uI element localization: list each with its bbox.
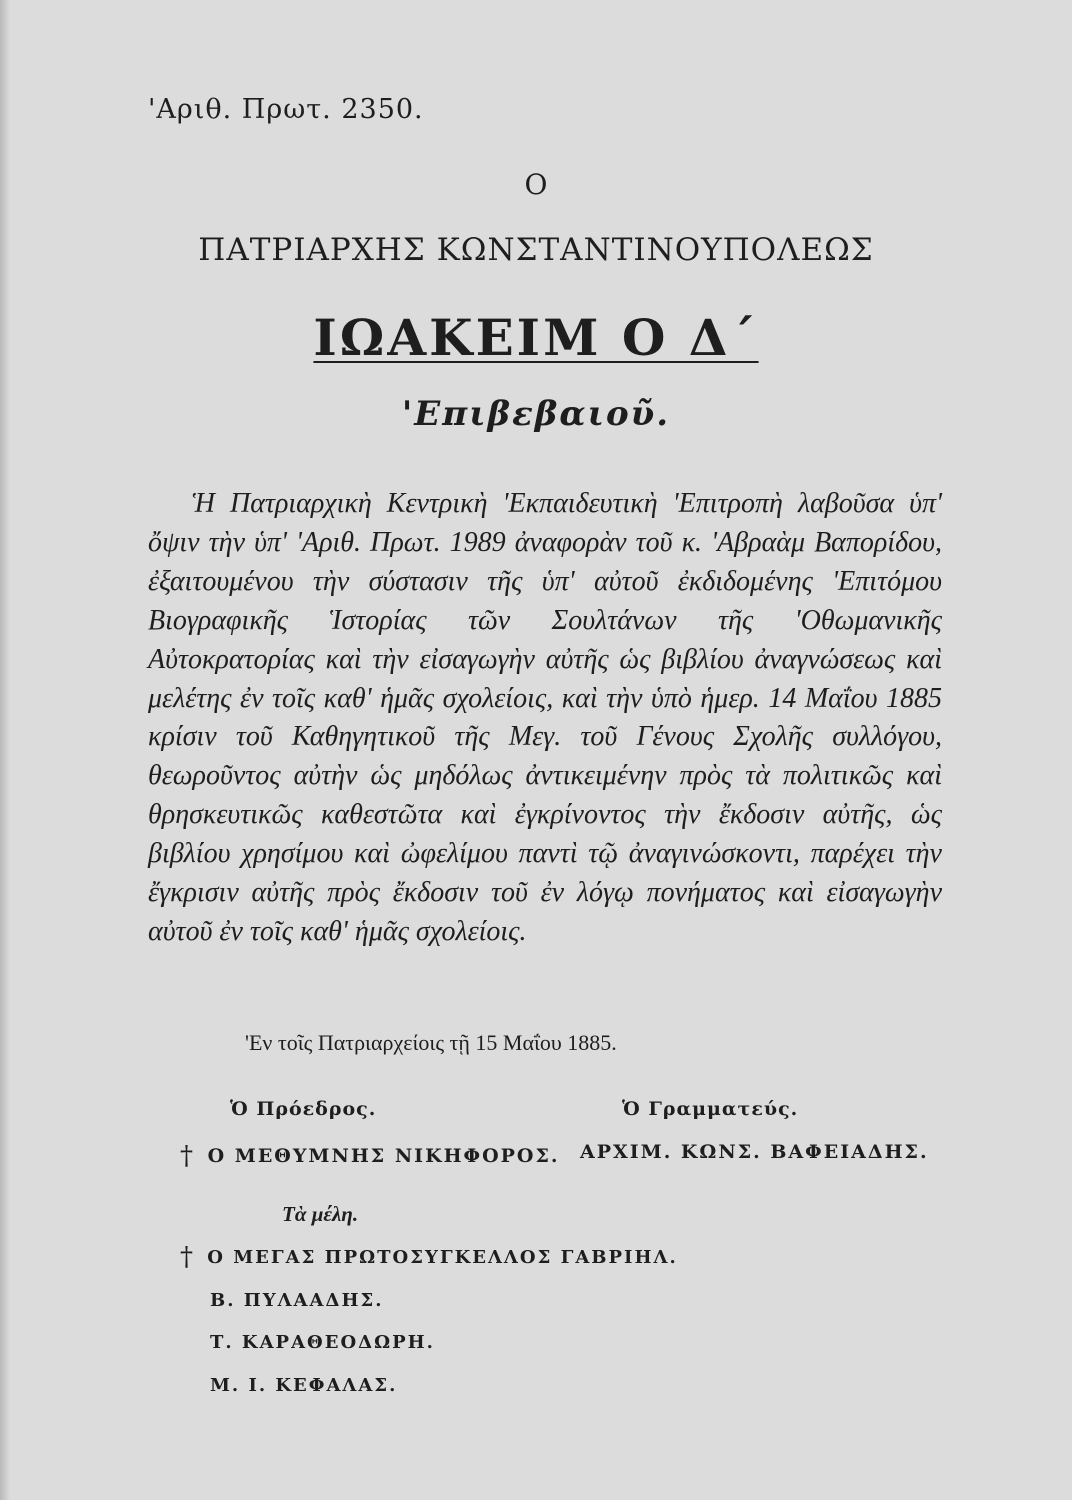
member-signature xyxy=(180,1242,678,1272)
patriarch-title: ΠΑΤΡΙΑΡΧΗΣ ΚΩΝΣΤΑΝΤΙΝΟΥΠΟΛΕΩΣ xyxy=(198,232,874,268)
verification-heading: 'Επιβεβαιοῦ. xyxy=(401,394,671,434)
president-signature xyxy=(180,1141,560,1171)
president-role: Ὁ Πρόεδρος. xyxy=(230,1098,377,1120)
page-edge-shadow xyxy=(0,0,10,1500)
patriarch-name: ΙΩΑΚΕΙΜ Ο Δ΄ xyxy=(313,308,759,367)
title-article: Ο xyxy=(524,168,548,201)
members-heading: Τὰ μέλη. xyxy=(282,1202,359,1226)
president-name: Ο ΜΕΘΥΜΝΗΣ ΝΙΚΗΦΟΡΟΣ. xyxy=(207,1145,560,1167)
cross-icon: † xyxy=(180,1242,195,1272)
member-name: Ο ΜΕΓΑΣ ΠΡΩΤΟΣΥΓΚΕΛΛΟΣ ΓΑΒΡΙΗΛ. xyxy=(207,1247,678,1268)
approval-body-text: Ἡ Πατριαρχικὴ Κεντρικὴ 'Εκπαιδευτικὴ 'Επιτροπὴ λαβοῦσα ὑπ' ὄψιν τὴν ὑπ' 'Αριθ. Πρωτ. 1989 ἀναφορὰν τοῦ κ. 'Αβραὰμ Βαπορίδου, ἐξαιτουμένου τὴν σύστασιν τῆς ὑπ' αὐτοῦ ἐκδιδομένης 'Επιτόμου Βιογραφικῆς Ἱστορίας τῶν Σουλτάνων τῆς 'Οθωμανικῆς Αὐτοκρατορίας καὶ τὴν εἰσαγωγὴν αὐτῆς ὡς βιβλίου ἀναγνώσεως καὶ μελέτης ἐν τοῖς καθ' ἡμᾶς σχολείοις, καὶ τὴν ὑπὸ ἡμερ. 14 Μαΐου 1885 κρίσιν τοῦ Καθηγητικοῦ τῆς Μεγ. τοῦ Γένους Σχολῆς συλλόγου, θεωροῦντος αὐτὴν ὡς μηδόλως ἀντικειμένην πρὸς τὰ πολιτικῶς καὶ θρησκευτικῶς καθεστῶτα καὶ ἐγκρίνοντος τὴν ἔκδοσιν αὐτῆς, ὡς βιβλίου χρησίμου καὶ ὠφελίμου παντὶ τῷ ἀναγινώσκοντι, παρέχει τὴν ἔγκρισιν αὐτῆς πρὸς ἔκδοσιν τοῦ ἐν λόγῳ πονήματος καὶ εἰσαγωγὴν αὐτοῦ ἐν τοῖς καθ' ἡμᾶς σχολείοις. xyxy=(148,488,942,947)
dateline: 'Εν τοῖς Πατριαρχείοις τῇ 15 Μαΐου 1885. xyxy=(245,1030,617,1055)
member-name: Τ. ΚΑΡΑΘΕΟΔΩΡΗ. xyxy=(210,1332,435,1353)
member-name: Β. ΠΥΛΑΑΔΗΣ. xyxy=(210,1290,384,1311)
cross-icon: † xyxy=(180,1141,195,1171)
secretary-role: Ὁ Γραμματεύς. xyxy=(622,1098,799,1120)
member-name: Μ. Ι. ΚΕΦΑΛΑΣ. xyxy=(210,1375,398,1396)
secretary-name: ΑΡΧΙΜ. ΚΩΝΣ. ΒΑΦΕΙΑΔΗΣ. xyxy=(580,1141,929,1163)
protocol-reference: 'Αριθ. Πρωτ. 2350. xyxy=(148,94,424,125)
